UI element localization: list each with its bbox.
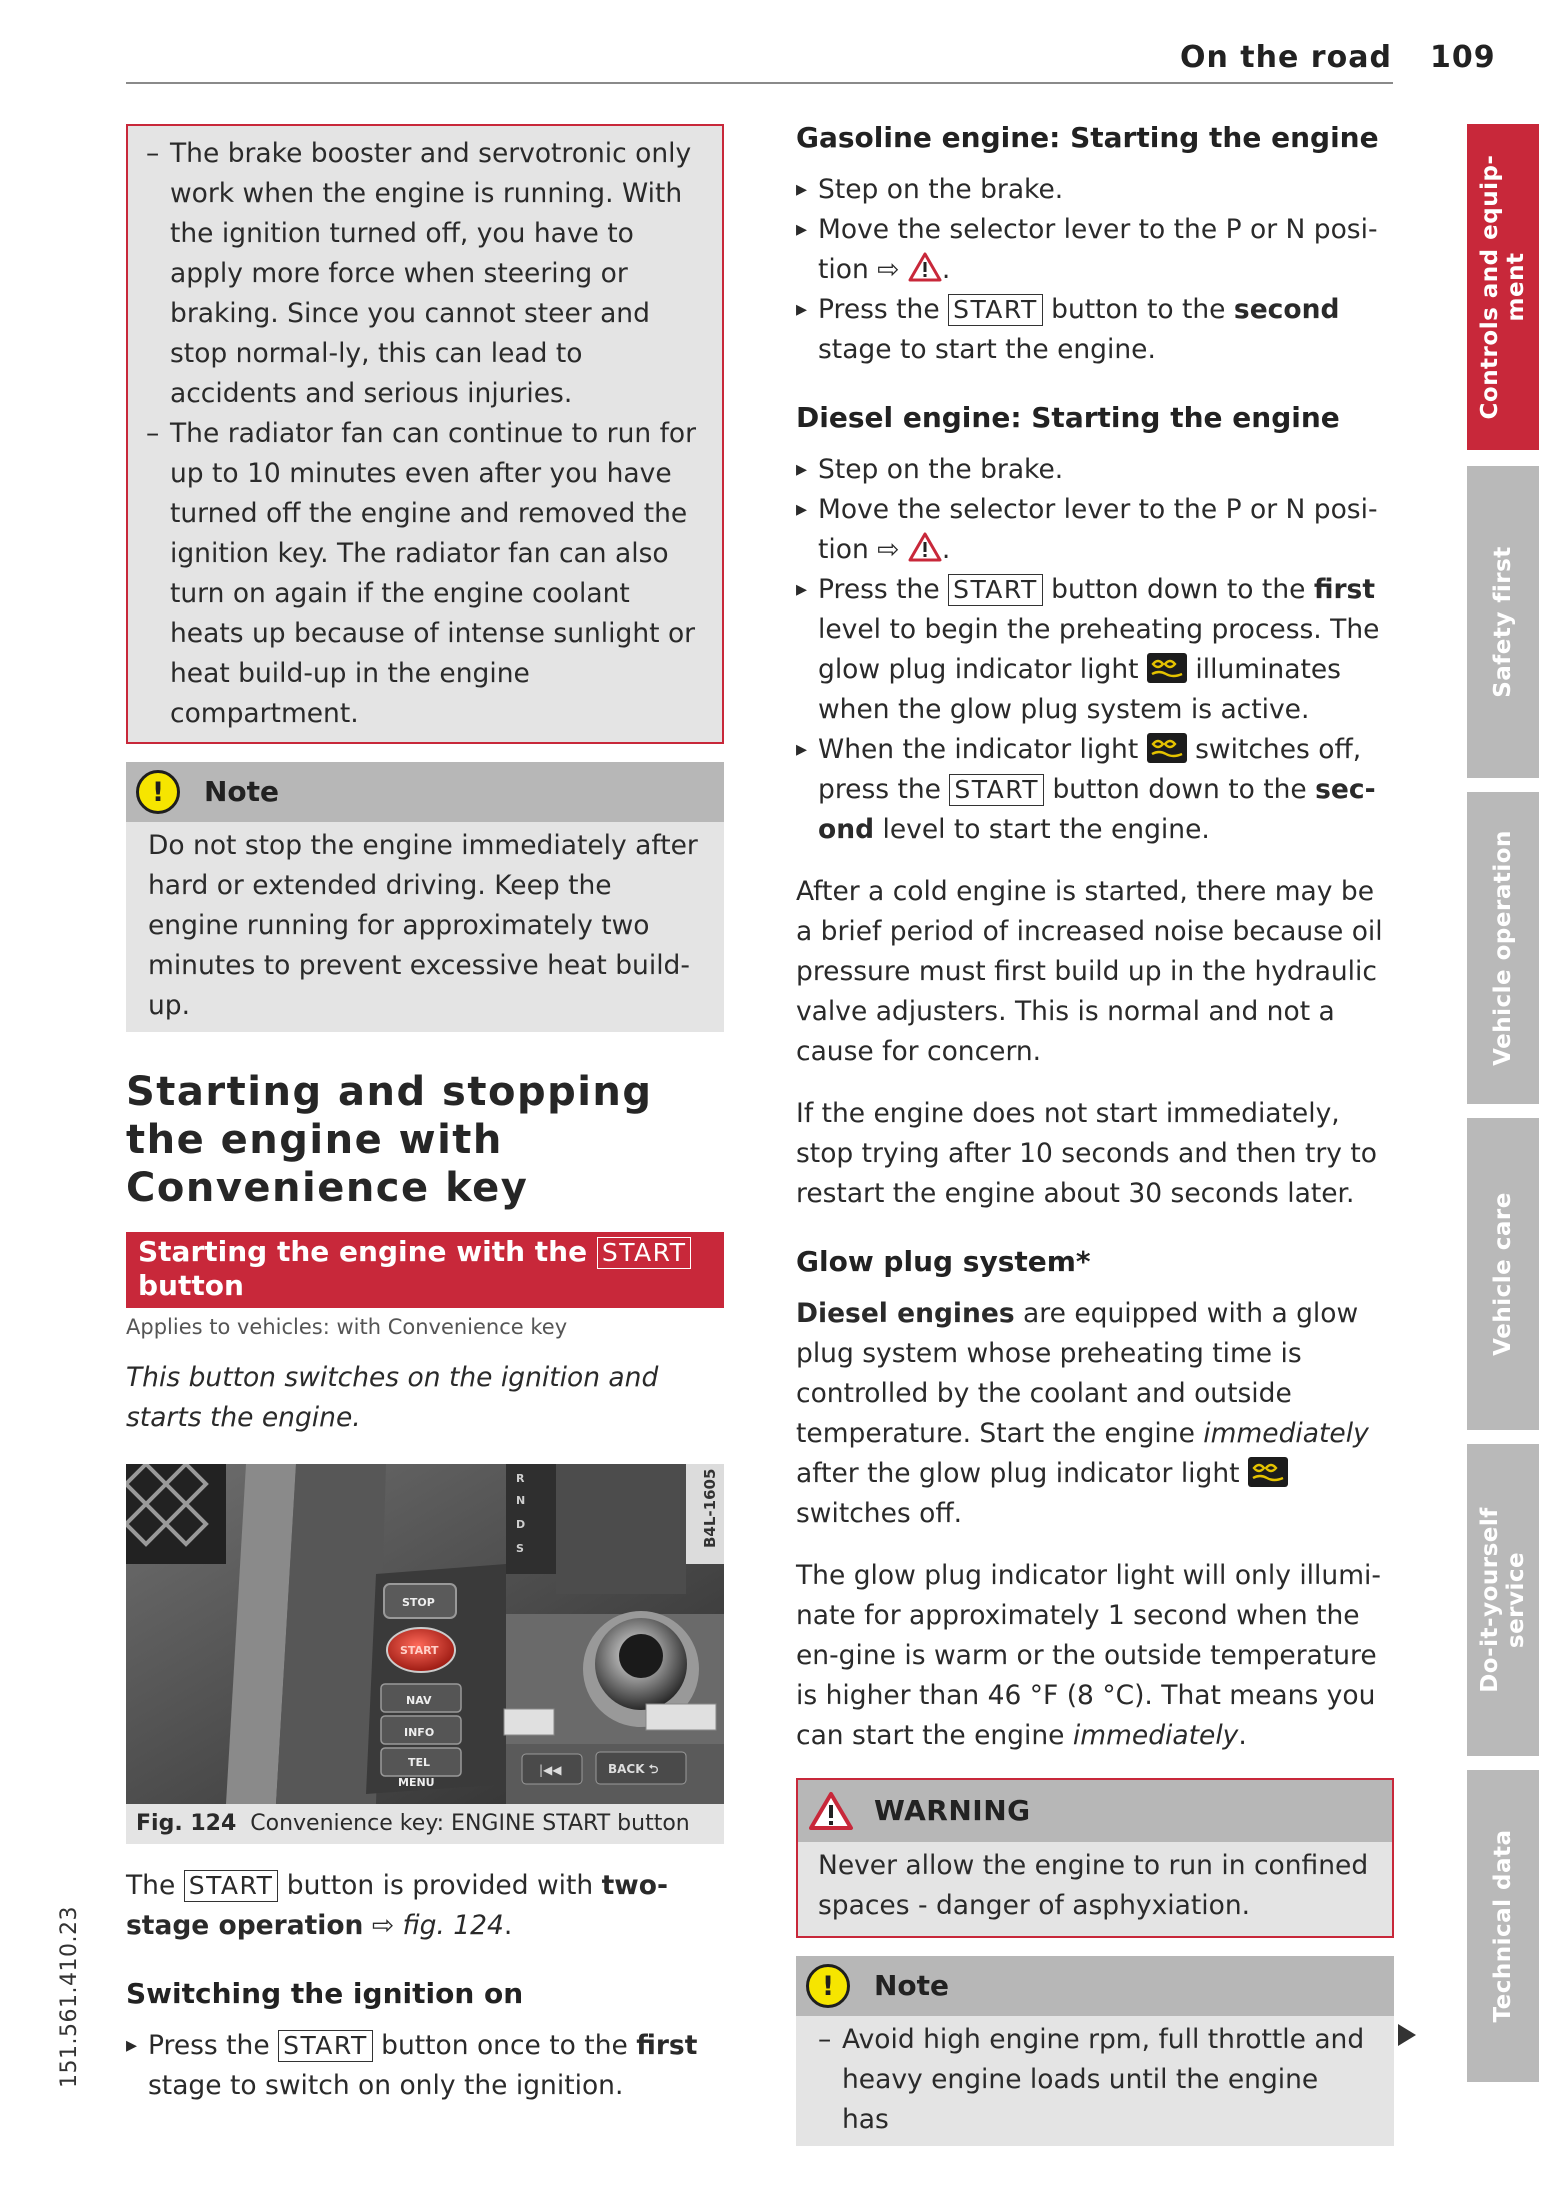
gasoline-step: ▸ Step on the brake. [796, 170, 1394, 210]
note-exclamation-icon: ! [806, 1964, 850, 2008]
svg-text:START: START [400, 1644, 439, 1657]
banner-text: Starting the engine with the [138, 1235, 597, 1268]
right-column [796, 118, 1394, 2146]
figure-code: B4L-1605 [701, 1468, 719, 1548]
warning-triangle-icon[interactable] [908, 252, 942, 282]
note-item: – Avoid high engine rpm, full throttle and heavy engine loads until the engine has [818, 2020, 1370, 2140]
note-exclamation-icon: ! [136, 770, 180, 814]
svg-text:INFO: INFO [404, 1726, 435, 1739]
diesel-step: ▸ When the indicator light switches off, press the START button down to the sec-ond level to start the engine. [796, 730, 1394, 850]
tab-controls-and-equipment[interactable]: Controls and equip- ment [1467, 124, 1539, 450]
diesel-step: ▸ Press the START button down to the first level to begin the preheating process. The glow plug indicator light illuminates when the glow plug system is active. [796, 570, 1394, 730]
running-header-title: On the road [1180, 40, 1392, 75]
glow-plug-icon [1147, 733, 1187, 763]
figure-caption: Fig. 124 Convenience key: ENGINE START button [126, 1804, 724, 1844]
gear-r: R [516, 1472, 525, 1485]
page-number: 109 [1430, 40, 1496, 75]
cold-engine-paragraph: After a cold engine is started, there may be a brief period of increased noise because oil pressure must first build up in the hydraulic valve adjusters. This is normal and not a cause for concern. [796, 876, 1383, 1067]
intro-text: This button switches on the ignition and starts the engine. [126, 1362, 659, 1433]
convenience-key-figure [126, 1464, 724, 1804]
gasoline-heading: Gasoline engine: Starting the engine [796, 121, 1379, 154]
warning-box [796, 1778, 1394, 1938]
banner-text-end: button [138, 1269, 244, 1302]
svg-text:NAV: NAV [406, 1694, 432, 1707]
warning-item: – The radiator fan can continue to run for up to 10 minutes even after you have turned off the engine and removed the ignition key. The radiator fan can also turn on again if the engine coolant heats up because of intense sunlight or heat build-up in the engine compartment. [146, 414, 698, 734]
back-label: BACK ⮌ [608, 1762, 659, 1776]
note-header [796, 1956, 1394, 2016]
console-photo [126, 1464, 724, 1804]
diesel-step: ▸ Move the selector lever to the P or N posi-tion ⇨ . [796, 490, 1394, 570]
tab-vehicle-operation[interactable]: Vehicle operation [1467, 792, 1539, 1104]
svg-text:S: S [516, 1542, 524, 1555]
svg-text:N: N [516, 1494, 526, 1507]
start-button-symbol: START [949, 774, 1044, 806]
two-stage-paragraph: The START button is provided with two-stage operation ⇨ fig. 124. [126, 1870, 668, 1941]
warning-header [798, 1780, 1392, 1842]
note-box [126, 762, 724, 1032]
applies-to-note: Applies to vehicles: with Convenience key [126, 1315, 568, 1339]
tab-vehicle-care[interactable]: Vehicle care [1467, 1118, 1539, 1430]
gasoline-step: ▸ Press the START button to the second stage to start the engine. [796, 290, 1394, 370]
diesel-step: ▸ Step on the brake. [796, 450, 1394, 490]
warning-title: WARNING [874, 1794, 1031, 1827]
start-button-symbol: START [948, 574, 1043, 606]
note-title: Note [204, 775, 280, 808]
glow-paragraph-2: The glow plug indicator light will only illumi-nate for approximately 1 second when the en-gine is warm or the outside temperature is higher than 46 °F (8 °C). That means you can start the engine immediately. [796, 1560, 1381, 1751]
left-column [126, 124, 724, 2106]
svg-text:|◀◀: |◀◀ [539, 1763, 562, 1777]
warning-item: – The brake booster and servotronic only work when the engine is running. With the ignition turned off, you have to apply more force when steering or braking. Since you cannot steer and stop normal-ly, this can lead to accidents and serious injuries. [146, 134, 698, 414]
ignition-step: ▸ Press the START button once to the first stage to switch on only the ignition. [126, 2026, 724, 2106]
svg-text:D: D [516, 1518, 526, 1531]
subsection-banner [126, 1232, 724, 1308]
glow-paragraph-1: Diesel engines are equipped with a glow plug system whose preheating time is controlled by the coolant and outside temperature. Start the engine immediately after the glow plug indicator light switches off. [796, 1298, 1369, 1529]
note-body: Do not stop the engine immediately after hard or extended driving. Keep the engine running for approximately two minutes to prevent excessive heat build-up. [148, 830, 698, 1021]
svg-text:MENU: MENU [398, 1776, 435, 1789]
glow-plug-heading: Glow plug system* [796, 1245, 1091, 1278]
svg-text:TEL: TEL [408, 1756, 431, 1769]
warning-continuation-box [126, 124, 724, 744]
not-start-paragraph: If the engine does not start immediately, stop trying after 10 seconds and then try to restart the engine about 30 seconds later. [796, 1098, 1378, 1209]
pedal-grille [126, 1464, 226, 1564]
warning-triangle-icon[interactable] [908, 532, 942, 562]
diesel-heading: Diesel engine: Starting the engine [796, 401, 1340, 434]
note-title: Note [874, 1969, 950, 2002]
tab-technical-data[interactable]: Technical data [1467, 1770, 1539, 2082]
header-rule [126, 82, 1393, 84]
tab-safety-first[interactable]: Safety first [1467, 466, 1539, 778]
note-header [126, 762, 724, 822]
gasoline-step: ▸ Move the selector lever to the P or N posi-tion ⇨ . [796, 210, 1394, 290]
note-body [796, 2016, 1394, 2146]
section-heading: Starting and stopping the engine with Convenience key [126, 1069, 653, 1211]
glow-plug-icon [1147, 653, 1187, 683]
stop-label: STOP [402, 1596, 435, 1609]
figure-reference[interactable]: fig. 124 [402, 1910, 504, 1941]
tab-do-it-yourself-service[interactable]: Do-it-yourself service [1467, 1444, 1539, 1756]
start-button-symbol: START [948, 294, 1043, 326]
ignition-heading: Switching the ignition on [126, 1977, 524, 2010]
glow-plug-icon [1248, 1457, 1288, 1487]
warning-triangle-icon [808, 1791, 854, 1831]
start-button-symbol: START [597, 1237, 692, 1269]
continued-arrow-icon [1398, 2024, 1416, 2046]
start-button-symbol: START [184, 1870, 279, 1902]
note-box [796, 1956, 1394, 2146]
document-code: 151.561.410.23 [57, 1906, 82, 2088]
warning-body: Never allow the engine to run in confined spaces - danger of asphyxiation. [818, 1850, 1369, 1921]
start-button-symbol: START [278, 2030, 373, 2062]
